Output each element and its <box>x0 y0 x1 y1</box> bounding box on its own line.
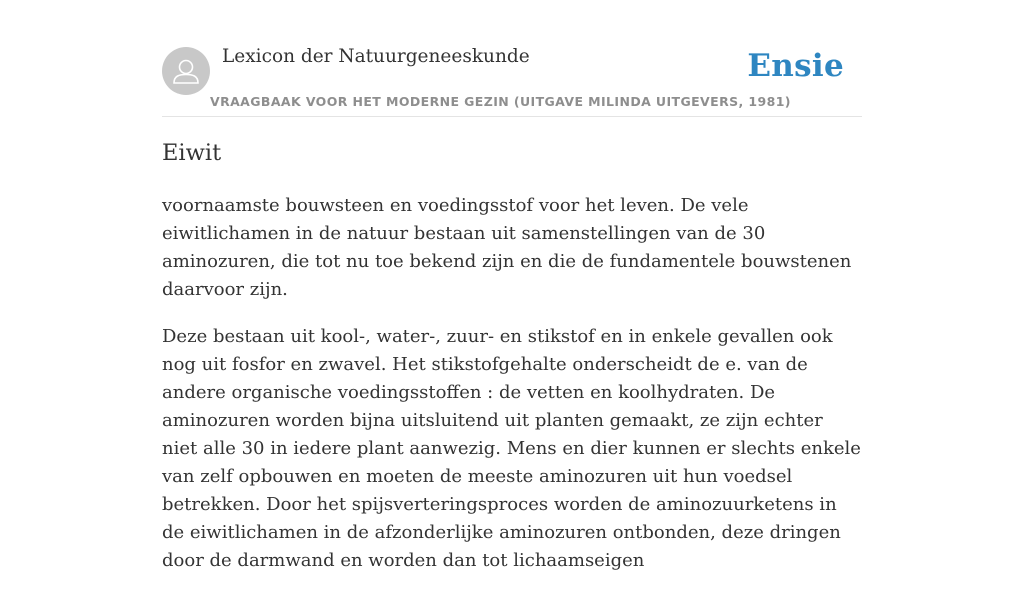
ensie-logo[interactable]: Ensie <box>747 48 844 84</box>
entry-paragraph: Deze bestaan uit kool-, water-, zuur- en stikstof en in enkele gevallen ook nog uit fosfor en zwavel. Het stikstofgehalte onderscheidt de e. van de andere organische voedingsstoffen : de vetten en koolhydraten. De aminozuren worden bijna uitsluitend uit planten gemaakt, ze zijn echter niet alle 30 in iedere plant aanwezig. Mens en dier kunnen er slechts enkele van zelf opbouwen en moeten de meeste aminozuren uit hun voedsel betrekken. Door het spijsverteringsproces worden de aminozuurketens in de eiwitlichamen in de afzonderlijke aminozuren ontbonden, deze dringen door de darmwand en worden dan tot lichaamseigen <box>162 326 861 571</box>
book-subtitle: VRAAGBAAK VOOR HET MODERNE GEZIN (UITGAVE MILINDA UITGEVERS, 1981) <box>210 94 791 109</box>
entry-title: Eiwit <box>162 140 222 166</box>
book-header <box>162 44 862 117</box>
entry-paragraph: voornaamste bouwsteen en voedingsstof voor het leven. De vele eiwitlichamen in de natuur bestaan uit samenstellingen van de 30 aminozuren, die tot nu toe bekend zijn en die de fundamentele bouwstenen daarvoor zijn. <box>162 195 852 300</box>
entry-content <box>162 192 862 594</box>
book-title[interactable]: Lexicon der Natuurgeneeskunde <box>222 46 530 67</box>
user-silhouette-icon[interactable] <box>162 47 210 95</box>
